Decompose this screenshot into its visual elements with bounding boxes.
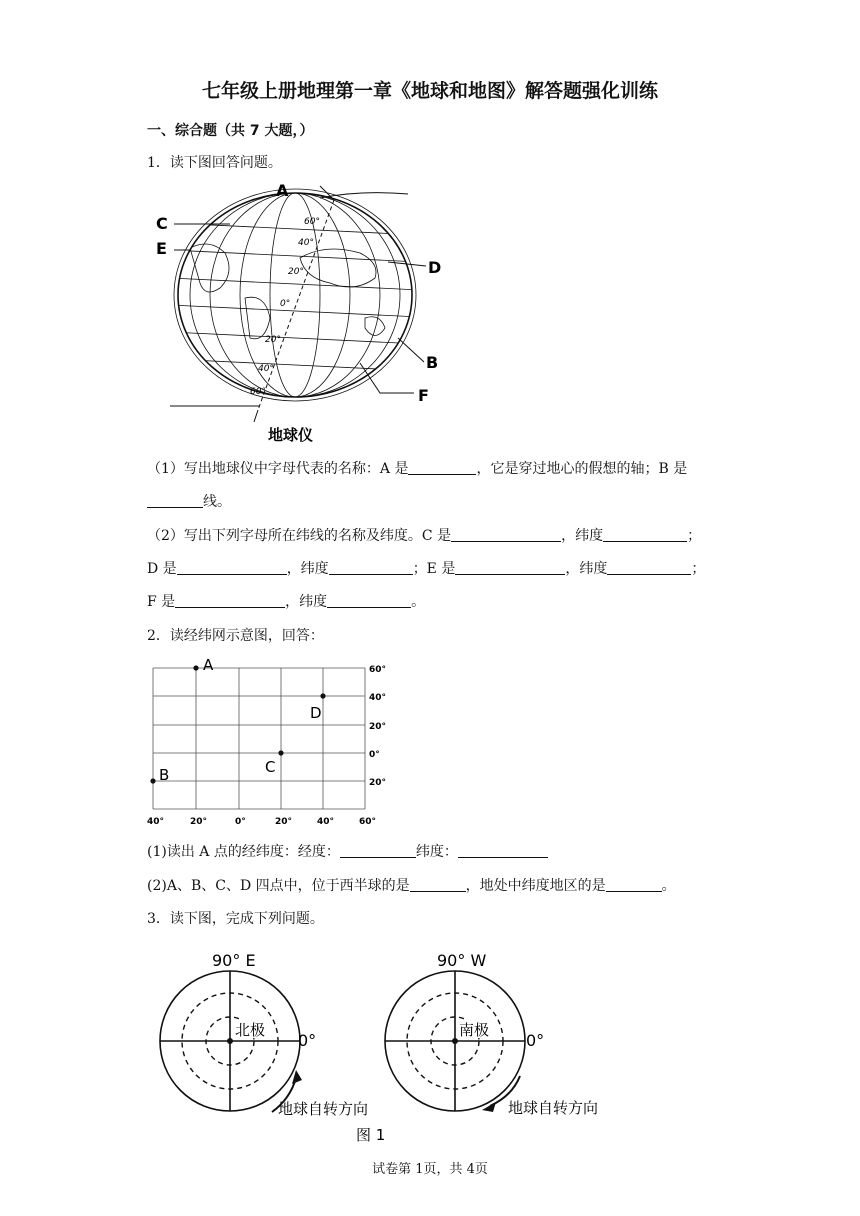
lon-tick-40w: 40° bbox=[147, 817, 165, 827]
globe-caption: 地球仪 bbox=[268, 426, 314, 444]
globe-lat-label-20s: 20° bbox=[265, 335, 281, 345]
answer-blank-d-name[interactable] bbox=[177, 560, 287, 575]
globe-letter-a: A bbox=[276, 181, 289, 200]
lon-tick-60e: 60° bbox=[359, 817, 377, 827]
q1-part1-line2: 线。 bbox=[147, 491, 231, 511]
globe-lat-label-40n: 40° bbox=[298, 238, 314, 248]
answer-blank-f-name[interactable] bbox=[175, 593, 285, 608]
south-rotation-arrow-icon bbox=[482, 1102, 496, 1112]
page-footer: 试卷第 1页，共 4页 bbox=[372, 1162, 488, 1177]
q2-part2: (2)A、B、C、D 四点中，位于西半球的是 ，地处中纬度地区的是 。 bbox=[147, 878, 676, 894]
q1-part2-line3: F 是 ，纬度 。 bbox=[147, 594, 426, 610]
answer-blank-e-name[interactable] bbox=[455, 560, 565, 575]
south-pole-diagram bbox=[385, 951, 598, 1117]
north-pole-label: 北极 bbox=[235, 1021, 266, 1039]
point-d-label: D bbox=[310, 704, 322, 722]
south-90w-label: 90° W bbox=[437, 951, 487, 970]
point-c-marker bbox=[278, 750, 283, 755]
answer-blank-mid-latitude[interactable] bbox=[606, 877, 662, 892]
north-90e-label: 90° E bbox=[212, 951, 256, 970]
polar-view-figure bbox=[150, 944, 630, 1148]
page-title: 七年级上册地理第一章《地球和地图》解答题强化训练 bbox=[201, 80, 658, 102]
globe-figure bbox=[150, 178, 450, 448]
north-0-label: 0° bbox=[298, 1031, 317, 1050]
north-rotation-label: 地球自转方向 bbox=[278, 1100, 369, 1118]
globe-lat-label-0: 0° bbox=[280, 299, 291, 309]
grid-lines bbox=[153, 668, 365, 809]
q1-part2-line2: D 是 ，纬度 ；E 是 ，纬度 ； bbox=[147, 561, 706, 577]
lat-tick-20s: 20° bbox=[369, 778, 387, 788]
answer-blank-f-latitude[interactable] bbox=[327, 593, 411, 608]
globe-lat-label-40s: 40° bbox=[258, 364, 274, 374]
globe-letter-f: F bbox=[418, 386, 429, 405]
globe-letter-b: B bbox=[426, 353, 439, 372]
point-a-marker bbox=[193, 665, 198, 670]
lat-tick-20n: 20° bbox=[369, 722, 387, 732]
lat-tick-0: 0° bbox=[369, 750, 380, 760]
q1-part1-line1: （1）写出地球仪中字母代表的名称：A 是 ，它是穿过地心的假想的轴；B 是 bbox=[147, 461, 688, 477]
lat-tick-60: 60° bbox=[369, 665, 387, 675]
lon-tick-20w: 20° bbox=[190, 817, 208, 827]
globe-letter-d: D bbox=[428, 258, 442, 277]
answer-blank-c-latitude[interactable] bbox=[603, 527, 687, 542]
north-pole-diagram bbox=[160, 951, 368, 1118]
south-rotation-label: 地球自转方向 bbox=[508, 1099, 599, 1117]
answer-blank-d-latitude[interactable] bbox=[329, 560, 413, 575]
globe-lat-label-60n: 60° bbox=[304, 217, 320, 227]
answer-blank-e-latitude[interactable] bbox=[607, 560, 691, 575]
answer-blank-a-latitude[interactable] bbox=[458, 843, 548, 858]
globe-letter-c: C bbox=[156, 214, 168, 233]
answer-blank-a-name[interactable] bbox=[408, 460, 476, 475]
south-0-label: 0° bbox=[526, 1031, 545, 1050]
figure-caption: 图 1 bbox=[356, 1126, 386, 1144]
q1-part2-line1: （2）写出下列字母所在纬线的名称及纬度。C 是 ，纬度 ； bbox=[147, 528, 702, 544]
q2-stem: 2．读经纬网示意图，回答： bbox=[147, 628, 324, 644]
point-b-marker bbox=[150, 778, 155, 783]
answer-blank-b-name[interactable] bbox=[147, 493, 203, 508]
lon-tick-20e: 20° bbox=[275, 817, 293, 827]
q2-part1: (1)读出 A 点的经纬度：经度： 纬度： bbox=[147, 841, 548, 861]
q1-stem: 1．读下图回答问题。 bbox=[147, 155, 282, 171]
lat-tick-40: 40° bbox=[369, 693, 387, 703]
point-b-label: B bbox=[159, 766, 170, 784]
lon-tick-40e: 40° bbox=[317, 817, 335, 827]
globe-letter-e: E bbox=[156, 239, 167, 258]
point-d-marker bbox=[320, 693, 325, 698]
globe-lat-label-20n: 20° bbox=[288, 267, 304, 277]
answer-blank-c-name[interactable] bbox=[451, 527, 561, 542]
globe-lat-label-60s: 60° bbox=[250, 387, 266, 397]
answer-blank-western-hemisphere[interactable] bbox=[410, 877, 466, 892]
section-heading: 一、综合题（共 7 大题，） bbox=[147, 123, 314, 139]
point-c-label: C bbox=[265, 758, 276, 776]
graticule-grid-figure bbox=[143, 656, 403, 828]
lon-tick-0: 0° bbox=[235, 817, 246, 827]
answer-blank-a-longitude[interactable] bbox=[340, 843, 416, 858]
south-pole-label: 南极 bbox=[459, 1021, 490, 1039]
q3-stem: 3．读下图，完成下列问题。 bbox=[147, 911, 324, 927]
point-a-label: A bbox=[203, 656, 214, 674]
